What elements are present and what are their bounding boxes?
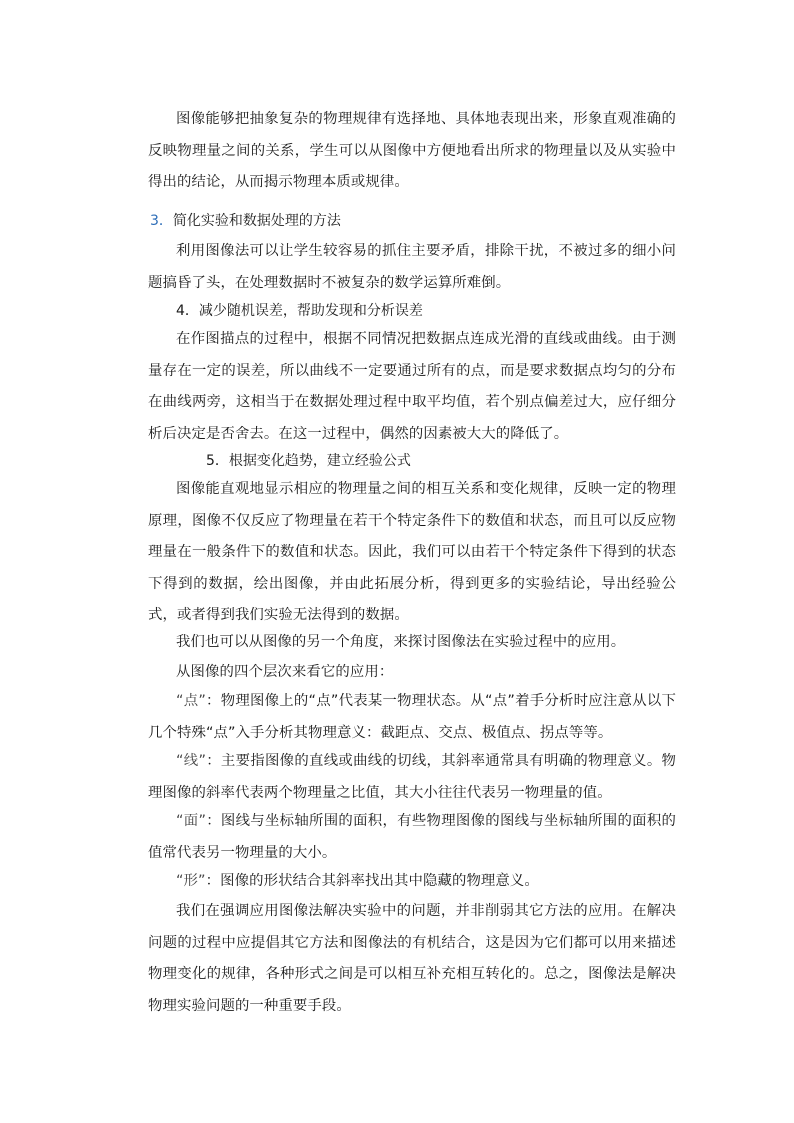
area-text: ：图线与坐标轴所围的面积，有些物理图像的图线与坐标轴所围的面积的值常代表另一物理量的大小。 (148, 813, 676, 861)
shape-text: ：图像的形状结合其斜率找出其中隐藏的物理意义。 (205, 873, 539, 889)
paragraph-levels: 从图像的四个层次来看它的应用： (176, 664, 394, 680)
paragraph-conclusion: 我们在强调应用图像法解决实验中的问题，并非削弱其它方法的应用。在解决问题的过程中应提倡其它方法和图像法的有机结合，这是因为它们都可以用来描述物理变化的规律，各种形式之间是可以相互补充相互转化的。总之，图像法是解决物理实验问题的一种重要手段。 (148, 903, 676, 1014)
paragraph-line (148, 746, 676, 809)
line-label: “线” (176, 753, 206, 769)
paragraph-shape (148, 866, 676, 898)
section-heading-4: 4．减少随机误差，帮助发现和分析误差 (176, 303, 423, 319)
paragraph-area (148, 806, 676, 869)
shape-label: “形” (176, 873, 206, 889)
section-title: 简化实验和数据处理的方法 (172, 213, 341, 229)
paragraph-error: 在作图描点的过程中，根据不同情况把数据点连成光滑的直线或曲线。由于测量存在一定的误差，所以曲线不一定要通过所有的点，而是要求数据点均匀的分布在曲线两旁，这相当于在数据处理过程中取平均值，若个别点偏差过大，应仔细分析后决定是否舍去。在这一过程中，偶然的因素被大大的降低了。 (148, 331, 676, 442)
paragraph-angle: 我们也可以从图像的另一个角度，来探讨图像法在实验过程中的应用。 (176, 634, 626, 650)
line-text: ：主要指图像的直线或曲线的切线，其斜率通常具有明确的物理意义。物理图像的斜率代表两个物理量之比值，其大小往往代表另一物理量的值。 (148, 753, 676, 801)
section-heading-5: 5．根据变化趋势，建立经验公式 (206, 453, 411, 469)
area-label: “面” (176, 813, 206, 829)
point-text: ：物理图像上的“点”代表某一物理状态。从“点”着手分析时应注意从以下几个特殊“点”入手分析其物理意义：截距点、交点、极值点、拐点等等。 (148, 693, 676, 741)
paragraph-trend: 图像能直观地显示相应的物理量之间的相互关系和变化规律，反映一定的物理原理，图像不仅反应了物理量在若干个特定条件下的数值和状态，而且可以反应物理量在一般条件下的数值和状态。因此，我们可以由若干个特定条件下得到的状态下得到的数据，绘出图像，并由此拓展分析，得到更多的实验结论，导出经验公式，或者得到我们实验无法得到的数据。 (148, 481, 676, 623)
section-number: 3． (150, 213, 173, 229)
paragraph-point (148, 686, 676, 749)
paragraph-intro: 图像能够把抽象复杂的物理规律有选择地、具体地表现出来，形象直观准确的反映物理量之间的关系，学生可以从图像中方便地看出所求的物理量以及从实验中得出的结论，从而揭示物理本质或规律。 (148, 111, 676, 190)
paragraph-simplify: 利用图像法可以让学生较容易的抓住主要矛盾，排除干扰，不被过多的细小问题搞昏了头，在处理数据时不被复杂的数学运算所难倒。 (148, 243, 676, 291)
section-heading-3 (150, 206, 341, 236)
point-label: “点” (176, 693, 206, 709)
